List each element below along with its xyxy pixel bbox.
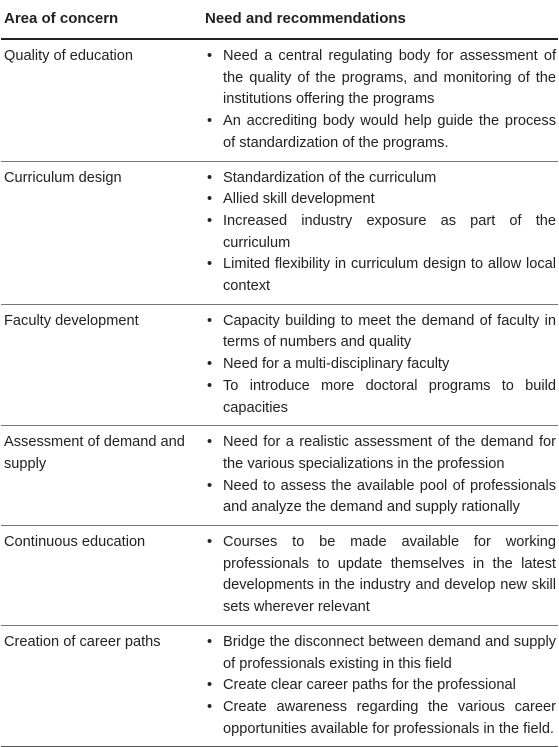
header-area-of-concern: Area of concern (1, 0, 197, 39)
recommendation-text: Capacity building to meet the demand of faculty in terms of numbers and quality (223, 312, 556, 351)
table-row (1, 39, 558, 161)
recommendation-text: Allied skill development (223, 191, 375, 208)
table-row (1, 426, 558, 526)
recommendation-text: Increased industry exposure as part of the curriculum (223, 212, 556, 251)
bullet-icon: • (207, 377, 213, 394)
bullet-icon: • (207, 677, 213, 694)
area-of-concern-cell: Continuous education (1, 526, 197, 626)
recommendations-cell (197, 526, 558, 626)
recommendations-cell (197, 625, 558, 747)
list-item (205, 311, 556, 354)
bullet-icon: • (207, 434, 213, 451)
table-row (1, 161, 558, 304)
list-item (205, 476, 556, 519)
recommendation-text: Need to assess the available pool of professionals and analyze the demand and supply rationally (223, 477, 556, 516)
bullet-icon: • (207, 633, 213, 650)
bullet-icon: • (207, 356, 213, 373)
bullet-icon: • (207, 698, 213, 715)
recommendation-list (205, 432, 556, 519)
recommendations-cell (197, 161, 558, 304)
recommendation-text: To introduce more doctoral programs to build capacities (223, 377, 556, 416)
recommendation-list (205, 168, 556, 298)
bullet-icon: • (207, 534, 213, 551)
recommendation-list (205, 532, 556, 619)
bullet-icon: • (207, 256, 213, 273)
list-item (205, 532, 556, 619)
recommendation-text: Bridge the disconnect between demand and supply of professionals existing in this field (223, 633, 556, 672)
bullet-icon: • (207, 212, 213, 229)
recommendation-text: An accrediting body would help guide the process of standardization of the programs. (223, 113, 556, 151)
table-row (1, 526, 558, 626)
bullet-icon: • (207, 312, 213, 329)
list-item (205, 211, 556, 254)
list-item (205, 675, 556, 697)
list-item (205, 354, 556, 376)
bullet-icon: • (207, 48, 213, 64)
bullet-icon: • (207, 113, 213, 130)
list-item (205, 632, 556, 675)
list-item (205, 254, 556, 297)
table-row (1, 625, 558, 747)
list-item (205, 432, 556, 475)
area-of-concern-cell: Curriculum design (1, 161, 197, 304)
list-item (205, 46, 556, 111)
recommendations-cell (197, 304, 558, 426)
recommendation-list (205, 632, 556, 741)
recommendation-text: Courses to be made available for working professionals to update themselves in the latest developments in the industry and develop new skill sets wherever relevant (223, 534, 556, 616)
table-row (1, 304, 558, 426)
table-body (1, 39, 558, 747)
recommendation-text: Need a central regulating body for assessment of the quality of the programs, and monitoring of the institutions offering the programs (223, 48, 556, 108)
bullet-icon: • (207, 169, 213, 186)
recommendation-list (205, 46, 556, 155)
recommendations-cell (197, 426, 558, 526)
list-item (205, 697, 556, 740)
bullet-icon: • (207, 477, 213, 494)
recommendation-text: Create clear career paths for the professional (223, 677, 516, 694)
recommendation-list (205, 311, 556, 420)
list-item (205, 168, 556, 190)
header-row (1, 0, 558, 39)
area-of-concern-cell: Creation of career paths (1, 625, 197, 747)
area-of-concern-cell: Assessment of demand and supply (1, 426, 197, 526)
list-item (205, 189, 556, 211)
area-of-concern-cell: Quality of education (1, 39, 197, 161)
area-of-concern-cell: Faculty development (1, 304, 197, 426)
recommendation-text: Need for a realistic assessment of the demand for the various specializations in the profession (223, 434, 556, 472)
recommendation-text: Standardization of the curriculum (223, 169, 437, 186)
recommendation-text: Limited flexibility in curriculum design to allow local context (223, 256, 556, 295)
recommendations-table (1, 0, 558, 747)
bullet-icon: • (207, 191, 213, 208)
list-item (205, 376, 556, 419)
recommendation-text: Need for a multi-disciplinary faculty (223, 356, 450, 373)
header-need-and-recommendations: Need and recommendations (197, 0, 558, 39)
recommendations-cell (197, 39, 558, 161)
list-item (205, 111, 556, 154)
recommendation-text: Create awareness regarding the various career opportunities available for professionals in the field. (223, 698, 556, 737)
